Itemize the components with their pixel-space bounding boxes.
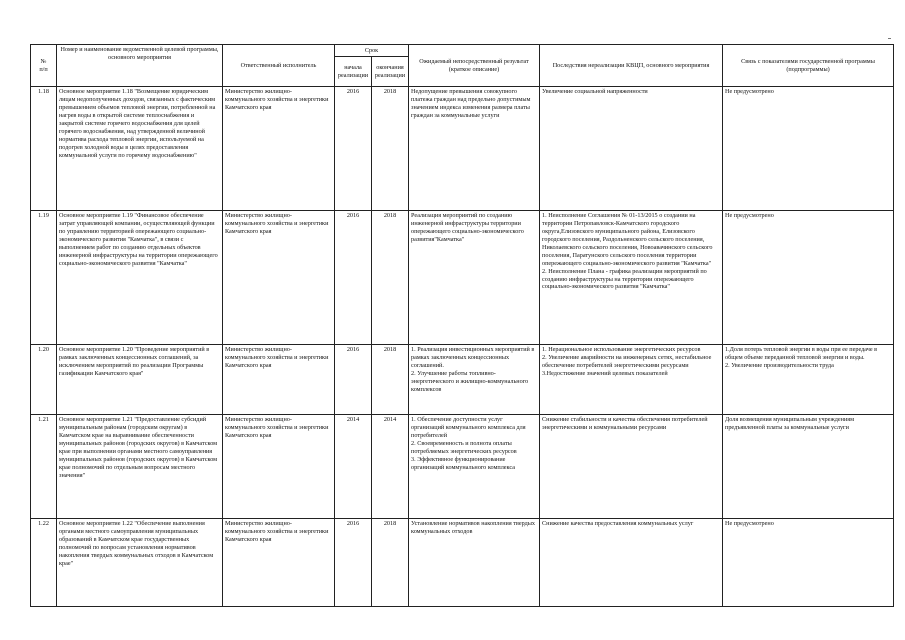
table-row — [31, 87, 894, 211]
row-consequences: 1. Неисполнение Соглашения № 01-13/2015 о создании на территории Петропавловск-Камчатского городского округа,Елизовского муниципального района, Елизовского городского поселения, Раздольненского сельского поселения, Николаевского сельского поселения, Новоавачинского сельского поселения, Паратунского сельского поселения территории опережающего социально-экономического развития "Камчатка" 2. Неисполнение Плана - графика реализации мероприятий по созданию инфраструктуры на территории опережающего социально-экономического развития "Камчатка" — [540, 211, 723, 345]
header-executor: Ответственный исполнитель — [223, 45, 335, 87]
row-executor: Министерство жилищно-коммунального хозяйства и энергетики Камчатского края — [223, 345, 335, 415]
row-link: Доля возмещения муниципальным учреждениям предъявленной платы за коммунальные услуги — [723, 415, 894, 519]
row-end: 2018 — [372, 87, 409, 211]
row-num: 1.20 — [31, 345, 57, 415]
row-num: 1.21 — [31, 415, 57, 519]
row-end: 2018 — [372, 345, 409, 415]
header-end: окончания реализации — [372, 57, 409, 87]
row-result: 1. Обеспечение доступности услуг организаций коммунального комплекса для потребителей 2. Своевременность и полнота оплаты потребляемых энергетических ресурсов 3. Эффективное функционирование организаций коммунального комплекса — [409, 415, 540, 519]
header-start: начала реализации — [335, 57, 372, 87]
row-num: 1.18 — [31, 87, 57, 211]
row-name: Основное мероприятие 1.19 "Финансовое обеспечение затрат управляющей компании, осуществляющей функции по управлению территорией опережающего социально-экономического развития "Камчатка", в связи с выполнением работ по созданию отдельных объектов инженерной инфраструктуры на территории опережающего социально-экономического развития "Камчатка" — [57, 211, 223, 345]
table-row — [31, 519, 894, 607]
row-result: 1. Реализация инвестиционных мероприятий в рамках заключенных концессионных соглашений. 2. Улучшение работы топливно-энергетического и жилищно-коммунального комплексов — [409, 345, 540, 415]
header-num: № п/п — [31, 45, 57, 87]
header-name: Номер и наименование ведомственной целевой программы, основного мероприятия — [57, 45, 223, 87]
row-result: Недопущение превышения совокупного платежа граждан над предельно допустимым значением индекса изменения размера платы граждан за коммунальные услуги — [409, 87, 540, 211]
row-end: 2018 — [372, 519, 409, 607]
program-activities-table — [30, 44, 894, 607]
row-num: 1.22 — [31, 519, 57, 607]
row-consequences: Снижение качества предоставления коммунальных услуг — [540, 519, 723, 607]
row-name: Основное мероприятие 1.20 "Проведение мероприятий в рамках заключенных концессионных соглашений, за исключением мероприятий по реализации Программы газификации Камчатского края" — [57, 345, 223, 415]
header-term: Срок — [335, 45, 409, 57]
row-executor: Министерство жилищно-коммунального хозяйства и энергетики Камчатского края — [223, 415, 335, 519]
row-result: Реализация мероприятий по созданию инженерной инфраструктуры территории опережающего социально-экономического развития"Камчатка" — [409, 211, 540, 345]
header-result: Ожидаемый непосредственный результат (краткое описание) — [409, 45, 540, 87]
table-row — [31, 415, 894, 519]
row-consequences: Снижение стабильности и качества обеспечения потребителей энергетическими и коммунальными ресурсами — [540, 415, 723, 519]
header-link: Связь с показателями государственной программы (подпрограммы) — [723, 45, 894, 87]
row-executor: Министерство жилищно-коммунального хозяйства и энергетики Камчатского края — [223, 87, 335, 211]
table-row — [31, 211, 894, 345]
row-name: Основное мероприятие 1.22 "Обеспечение выполнения органами местного самоуправления муниципальных образований в Камчатском крае государственных полномочий по вопросам установления нормативов накопления твердых коммунальных отходов в Камчатском крае" — [57, 519, 223, 607]
row-end: 2014 — [372, 415, 409, 519]
row-end: 2018 — [372, 211, 409, 345]
scan-artifact — [888, 38, 891, 39]
row-result: Установление нормативов накопления твердых коммунальных отходов — [409, 519, 540, 607]
table-row — [31, 345, 894, 415]
row-consequences: 1. Нерациональное использование энергетических ресурсов 2. Увеличение аварийности на инженерных сетях, нестабильное обеспечение потребителей энергетическими ресурсами 3.Недостижение значений целевых показателей — [540, 345, 723, 415]
header-consequences: Последствия нереализации КВЦП, основного мероприятия — [540, 45, 723, 87]
row-link: Не предусмотрено — [723, 519, 894, 607]
row-consequences: Увеличение социальной напряженности — [540, 87, 723, 211]
row-start: 2016 — [335, 519, 372, 607]
row-link: Не предусмотрено — [723, 87, 894, 211]
row-start: 2016 — [335, 345, 372, 415]
row-start: 2014 — [335, 415, 372, 519]
row-link: 1.Доля потерь тепловой энергии в воды при ее передаче в общем объеме переданной тепловой энергии и воды. 2. Увеличение производительности труда — [723, 345, 894, 415]
row-name: Основное мероприятие 1.18 "Возмещение юридическим лицам недополученных доходов, связанных с фактическим превышением объемов тепловой энергии, потребленной на нагрев воды в открытой системе теплоснабжения и закрытой системе горячего водоснабжения для целей горячего водоснабжения, над утвержденной величиной норматива расхода тепловой энергии, используемой на подогрев холодной воды в целях предоставления коммунальной услуги по горячему водоснабжению" — [57, 87, 223, 211]
table-header — [31, 45, 894, 87]
row-executor: Министерство жилищно-коммунального хозяйства и энергетики Камчатского края — [223, 211, 335, 345]
row-link: Не предусмотрено — [723, 211, 894, 345]
row-start: 2016 — [335, 211, 372, 345]
row-num: 1.19 — [31, 211, 57, 345]
row-start: 2016 — [335, 87, 372, 211]
row-name: Основное мероприятие 1.21 "Предоставление субсидий муниципальным районам (городским округам) в Камчатском крае на выравнивание обеспеченности муниципальных районов (городских округов) в Камчатском крае при выполнении органами местного самоуправления муниципальных районов (городских округов) в Камчатском крае полномочий по отдельным вопросам местного значения" — [57, 415, 223, 519]
row-executor: Министерство жилищно-коммунального хозяйства и энергетики Камчатского края — [223, 519, 335, 607]
